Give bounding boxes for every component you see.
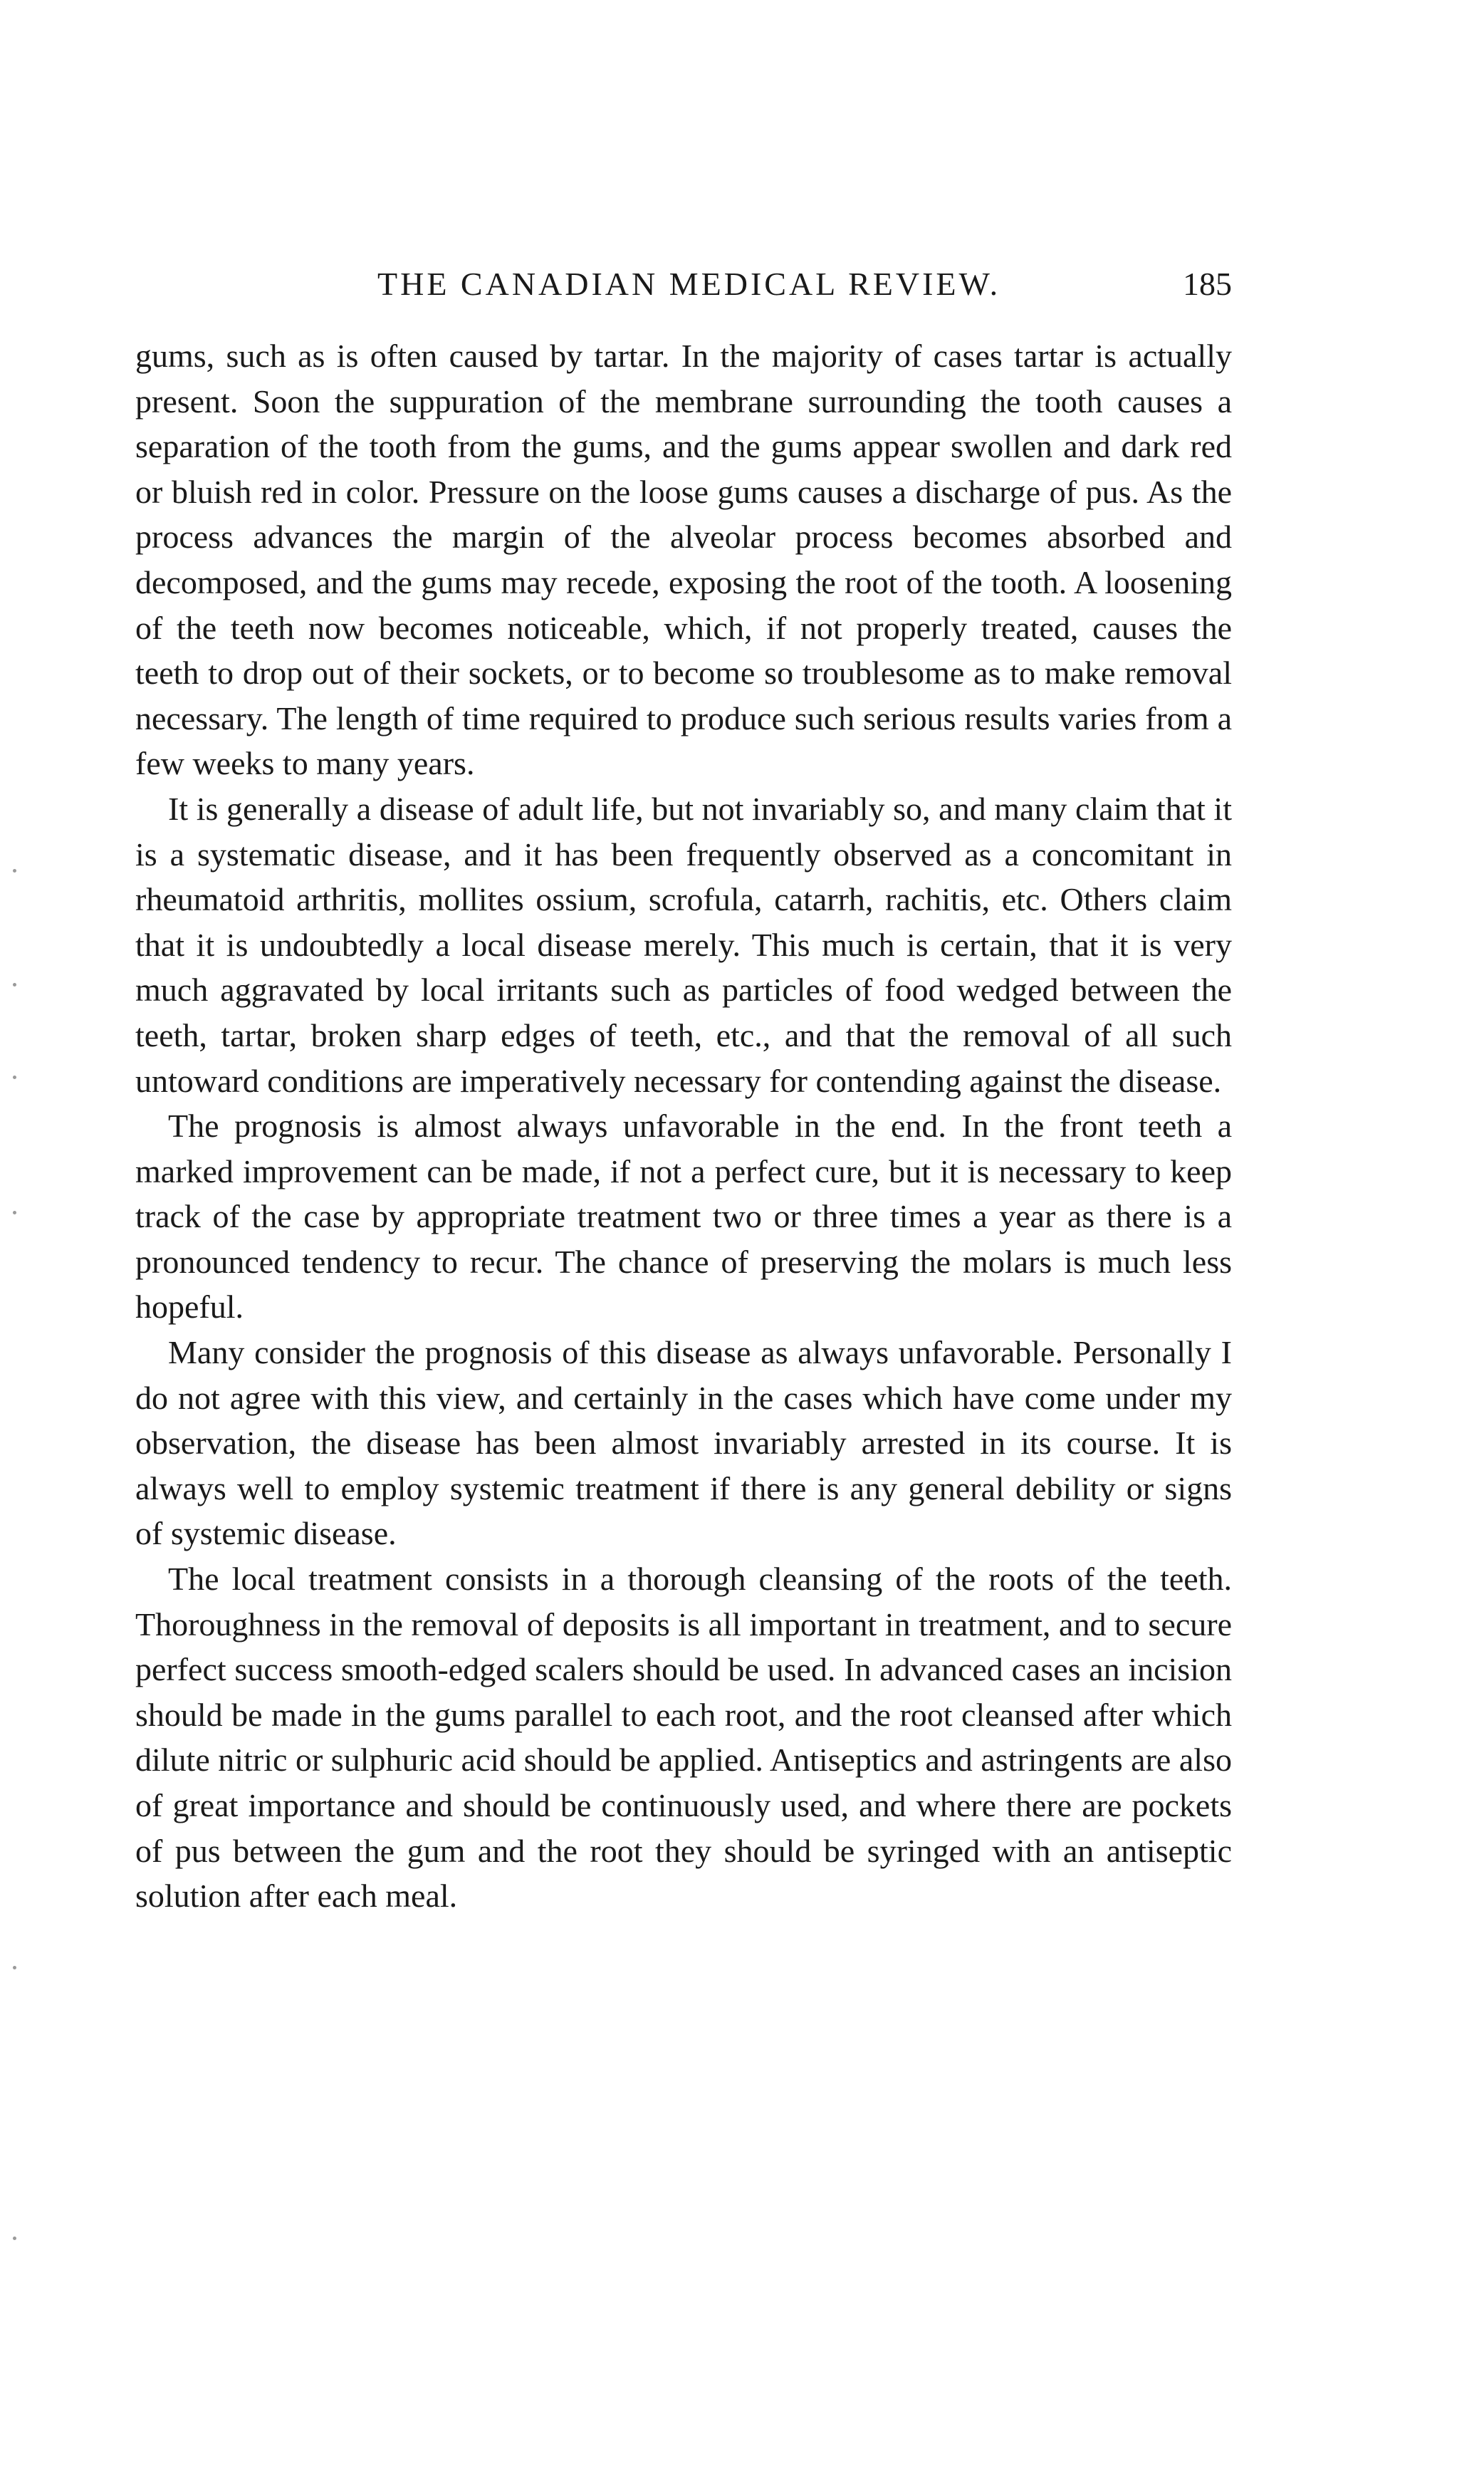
margin-speck [13,1211,16,1214]
paragraph-5: The local treatment consists in a thorough cleansing of the roots of the teeth. Thoroughness in the removal of deposits is all important in treatment, and to secure perfect success smooth-edged scalers should be used. In advanced cases an incision should be made in the gums parallel to each root, and the root cleansed after which dilute nitric or sulphuric acid should be applied. Antiseptics and astringents are also of great importance and should be continuously used, and where there are pockets of pus between the gum and the root they should be syringed with an antiseptic solution after each meal. [135,1561,1232,1915]
paragraph-4: Many consider the prognosis of this disease as always unfavorable. Personally I do not agree with this view, and certainly in the cases which have come under my observation, the disease has been almost invariably arrested in its course. It is always well to employ systemic treatment if there is any general debility or signs of systemic disease. [135,1334,1232,1552]
margin-speck [13,2237,16,2240]
running-title: THE CANADIAN MEDICAL REVIEW. [377,266,1001,302]
margin-speck [13,983,16,986]
margin-speck [13,1076,16,1079]
paragraph-1: gums, such as is often caused by tartar. In the majority of cases tartar is actually present. Soon the suppuration of the membrane surrounding the tooth causes a separation of the tooth from the gums, and the gums appear swollen and dark red or bluish red in color. Pressure on the loose gums causes a discharge of pus. As the process advances the margin of the alveolar process becomes absorbed and decomposed, and the gums may recede, exposing the root of the tooth. A loosening of the teeth now becomes noticeable, which, if not properly treated, causes the teeth to drop out of their sockets, or to become so troublesome as to make removal necessary. The length of time required to produce such serious results varies from a few weeks to many years. [135,338,1232,782]
page-number: 185 [1183,266,1232,302]
running-head [135,265,1232,308]
margin-speck [13,869,16,873]
document-page [135,0,1232,2478]
paragraph-3: The prognosis is almost always unfavorable in the end. In the front teeth a marked improvement can be made, if not a perfect cure, but it is necessary to keep track of the case by appropriate treatment two or three times a year as there is a pronounced tendency to recur. The chance of preserving the molars is much less hopeful. [135,1108,1232,1326]
margin-speck [13,1966,16,1969]
paragraph-2: It is generally a disease of adult life, but not invariably so, and many claim that it is a systematic disease, and it has been frequently observed as a concomitant in rheumatoid arthritis, mollites ossium, scrofula, catarrh, rachitis, etc. Others claim that it is undoubtedly a local disease merely. This much is certain, that it is very much aggravated by local irritants such as particles of food wedged between the teeth, tartar, broken sharp edges of teeth, etc., and that the removal of all such untoward conditions are imperatively necessary for contending against the disease. [135,790,1232,1099]
body-text [135,333,1232,1919]
